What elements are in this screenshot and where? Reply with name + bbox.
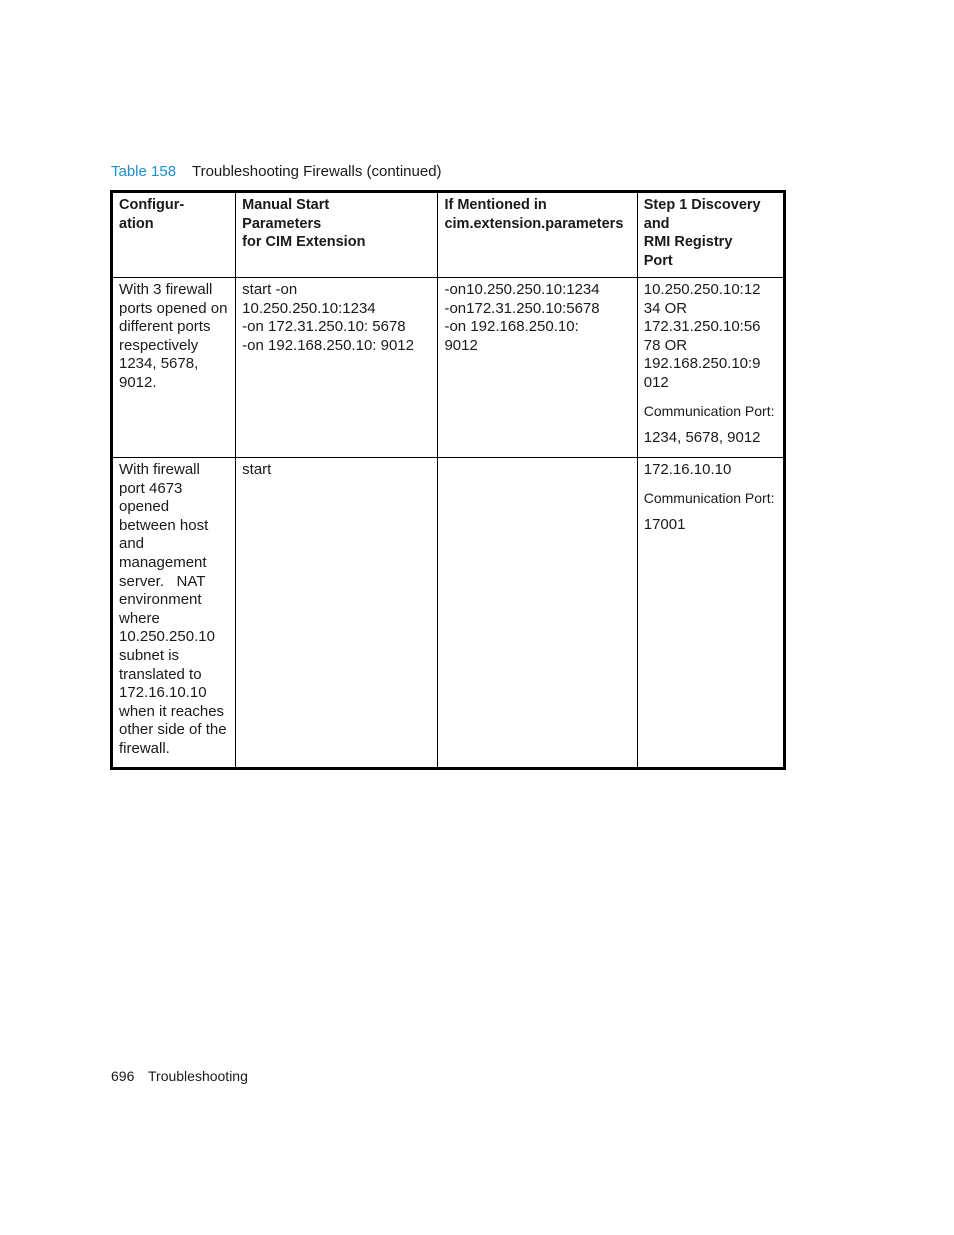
cell-discovery-port — [637, 278, 784, 458]
header-line: ation — [119, 215, 154, 232]
cell-line: 34 OR — [643, 299, 688, 317]
header-line: Port — [643, 252, 673, 269]
section-name: Troubleshooting — [148, 1068, 248, 1084]
cell-configuration — [112, 278, 236, 458]
cell-line: management — [119, 553, 207, 571]
header-line: Manual Start — [242, 197, 330, 213]
cell-line: 012 — [643, 373, 669, 391]
header-line: for CIM Extension — [242, 234, 366, 251]
communication-port-value: 1234, 5678, 9012 — [643, 429, 761, 447]
header-line: Step 1 Discovery — [643, 197, 761, 213]
cell-line: 78 OR — [643, 336, 688, 354]
cell-if-mentioned — [438, 278, 637, 458]
cell-configuration — [112, 458, 236, 769]
cell-line: ports opened on — [119, 299, 228, 317]
cell-line: With 3 firewall — [119, 281, 213, 298]
cell-manual-start — [236, 458, 438, 769]
header-discovery-port — [637, 192, 784, 278]
cell-line: 10.250.250.10:12 — [643, 281, 761, 298]
cell-line: firewall. — [119, 739, 170, 757]
header-line: cim.extension.parameters — [444, 215, 624, 232]
communication-port-label: Communication Port: — [643, 489, 775, 506]
cell-line: environment — [119, 591, 202, 609]
cell-discovery-port — [637, 458, 784, 769]
cell-line: translated to — [119, 665, 202, 683]
cell-line: where — [119, 609, 160, 627]
cell-line: different ports — [119, 318, 211, 336]
cell-line: opened — [119, 498, 170, 516]
header-line: and — [643, 215, 670, 232]
table-header-row — [112, 192, 785, 278]
cell-line: 192.168.250.10:9 — [643, 355, 761, 373]
cell-line: respectively — [119, 336, 199, 354]
communication-port-value: 17001 — [643, 516, 686, 534]
header-line: RMI Registry — [643, 234, 733, 251]
cell-line: subnet is — [119, 646, 180, 664]
table-title: Troubleshooting Firewalls (continued) — [191, 163, 442, 180]
cell-line: and — [119, 535, 145, 553]
page-number: 696 — [111, 1068, 135, 1084]
header-if-mentioned — [438, 192, 637, 278]
cell-line: start — [242, 461, 272, 478]
cell-line: 9012. — [119, 373, 157, 391]
cell-line: start -on — [242, 281, 298, 298]
header-line: If Mentioned in — [444, 197, 547, 213]
cell-line: With firewall — [119, 461, 200, 478]
cell-if-mentioned — [438, 458, 637, 769]
header-manual-start — [236, 192, 438, 278]
table-caption — [111, 162, 442, 182]
cell-line: when it reaches — [119, 702, 225, 720]
cell-line: 172.31.250.10:56 — [643, 318, 761, 336]
communication-port-label: Communication Port: — [643, 402, 775, 419]
header-configuration — [112, 192, 236, 278]
table-row — [112, 278, 785, 458]
cell-line: server. NAT — [119, 572, 206, 590]
firewall-table — [110, 190, 786, 770]
cell-line: 9012 — [444, 336, 478, 354]
cell-line: -on10.250.250.10:1234 — [444, 281, 600, 298]
cell-line: other side of the — [119, 721, 227, 739]
cell-line: port 4673 — [119, 479, 183, 497]
cell-manual-start — [236, 278, 438, 458]
header-line: Parameters — [242, 215, 322, 232]
table-number: Table 158 — [111, 163, 177, 180]
cell-line: -on172.31.250.10:5678 — [444, 299, 600, 317]
cell-line: 172.16.10.10 — [119, 684, 207, 702]
page-footer — [111, 1066, 248, 1086]
cell-line: 10.250.250.10 — [119, 628, 215, 646]
header-line: Configur- — [119, 197, 185, 213]
cell-line: -on 192.168.250.10: 9012 — [242, 336, 414, 354]
table-row — [112, 458, 785, 769]
cell-line: 172.16.10.10 — [643, 461, 732, 478]
cell-line: 10.250.250.10:1234 — [242, 299, 376, 317]
cell-line: -on 192.168.250.10: — [444, 318, 579, 336]
cell-line: between host — [119, 516, 209, 534]
cell-line: 1234, 5678, — [119, 355, 199, 373]
cell-line: -on 172.31.250.10: 5678 — [242, 318, 406, 336]
